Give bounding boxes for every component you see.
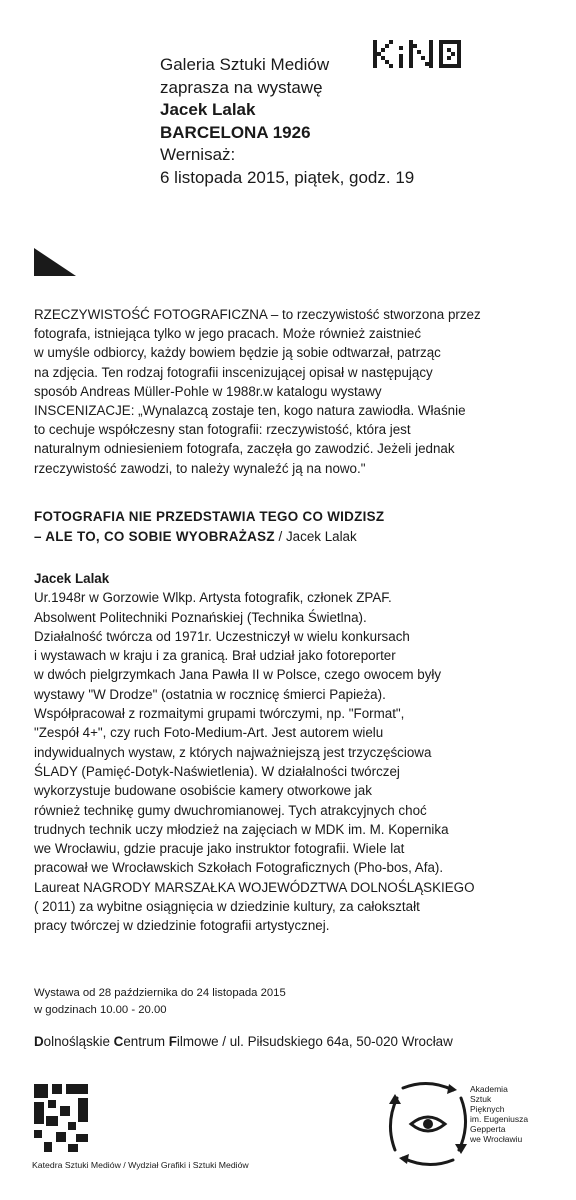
bio-line: pracy twórczej w dziedzinie fotografii artystycznej.	[34, 918, 330, 934]
asp-wroclaw-logo	[383, 1080, 473, 1168]
manifesto-line: fotografa, istniejąca tylko w jego pracach. Może również zaistnieć	[34, 326, 422, 342]
bio-line: Współpracował z rozmaitymi grupami twórczymi, np. "Format",	[34, 706, 405, 722]
bio-line: ŚLADY (Pamięć-Dotyk-Naświetlenia). W działalności twórczej	[34, 763, 400, 779]
manifesto-line: naturalnym odniesieniem fotografa, zaczęła go zawodzić. Jeżeli jednak	[34, 441, 455, 457]
bio-line: Ur.1948r w Gorzowie Wlkp. Artysta fotografik, członek ZPAF.	[34, 590, 392, 606]
invitation-header	[160, 54, 414, 189]
bio-line: pracował we Wrocławskich Szkołach Fotograficznych (Pho-bos, Afa).	[34, 860, 444, 876]
bio-line: Absolwent Politechniki Poznańskiej (Technika Świetlna).	[34, 609, 367, 625]
bio-line: we Wrocławiu, gdzie pracuje jako instruktor fotografii. Wiele lat	[34, 841, 405, 857]
motto-line-1: FOTOGRAFIA NIE PRZEDSTAWIA TEGO CO WIDZISZ	[34, 509, 385, 524]
manifesto-line: to cechuje współczesny stan fotografii: rzeczywistość, która jest	[34, 422, 411, 438]
opening-date: 6 listopada 2015, piątek, godz. 19	[160, 167, 415, 187]
bio-line: ( 2011) za wybitne osiągnięcia w dziedzinie kultury, za całokształt	[34, 899, 420, 915]
exhibition-title: BARCELONA 1926	[160, 122, 311, 142]
bio-line: indywidualnych wystaw, z których najważniejszą jest trzyczęściowa	[34, 744, 432, 760]
manifesto-line: RZECZYWISTOŚĆ FOTOGRAFICZNA – to rzeczywistość stworzona przez	[34, 307, 481, 322]
bio-line: w dwóch pielgrzymkach Jana Pawła II w Polsce, czego owocem były	[34, 667, 442, 683]
manifesto-line: INSCENIZACJE: „Wynalazcą zostaje ten, kogo natura zawiodła. Właśnie	[34, 403, 466, 419]
motto-author: / Jacek Lalak	[274, 528, 357, 544]
bio-line: również technikę gumy dwuchromianowej. Tych atrakcyjnych choć	[34, 802, 427, 818]
opening-hours: w godzinach 10.00 - 20.00	[34, 1003, 167, 1016]
opening-label: Wernisaż:	[160, 145, 236, 164]
bio-line: trudnych technik uczy młodzież na zajęciach w MDK im. M. Kopernika	[34, 821, 449, 837]
artist-bio	[34, 569, 554, 936]
media-art-dept-logo	[32, 1082, 102, 1154]
bio-heading: Jacek Lalak	[34, 571, 110, 586]
bio-line: wykorzystuje budowane osobiście kamery otworkowe jak	[34, 783, 372, 799]
manifesto-line: w umyśle odbiorcy, każdy bowiem będzie ją sobie odtwarzał, patrząc	[34, 345, 441, 361]
venue-address: Dolnośląskie Centrum Filmowe / ul. Piłsudskiego 64a, 50-020 Wrocław	[34, 1034, 453, 1049]
manifesto-paragraph	[34, 305, 554, 478]
bio-line: wystawy "W Drodze" (ostatnia w rocznicę śmierci Papieża).	[34, 686, 386, 702]
motto-line-2: – ALE TO, CO SOBIE WYOBRAŻASZ	[34, 528, 275, 544]
triangle-mark	[34, 248, 79, 278]
asp-name: Akademia Sztuk Pięknych im. Eugeniusza Gepperta we Wrocławiu	[470, 1084, 529, 1144]
manifesto-line: sposób Andreas Müller-Pohle w 1988r.w katalogu wystawy	[34, 383, 382, 399]
exhibition-dates	[34, 985, 554, 1018]
manifesto-line: rzeczywistość zawodzi, to należy wynaleźć ją na nowo."	[34, 460, 366, 476]
manifesto-line: na zdjęcia. Ten rodzaj fotografii inscenizującej opisał w następujący	[34, 364, 433, 380]
date-range: Wystawa od 28 października do 24 listopada 2015	[34, 987, 286, 999]
artist-name: Jacek Lalak	[160, 100, 256, 119]
motto	[34, 507, 554, 546]
bio-line: i wystawach w kraju i za granicą. Brał udział jako fotoreporter	[34, 648, 396, 664]
invitation-text: zaprasza na wystawę	[160, 77, 323, 97]
gallery-name: Galeria Sztuki Mediów	[160, 55, 330, 74]
bio-line: Działalność twórcza od 1971r. Uczestniczył w wielu konkursach	[34, 628, 410, 644]
bio-line: "Zespół 4+", czy ruch Foto-Medium-Art. Jest autorem wielu	[34, 725, 384, 741]
department-caption: Katedra Sztuki Mediów / Wydział Grafiki i Sztuki Mediów	[32, 1160, 249, 1170]
bio-line: Laureat NAGRODY MARSZAŁKA WOJEWÓDZTWA DOLNOŚLĄSKIEGO	[34, 879, 475, 895]
